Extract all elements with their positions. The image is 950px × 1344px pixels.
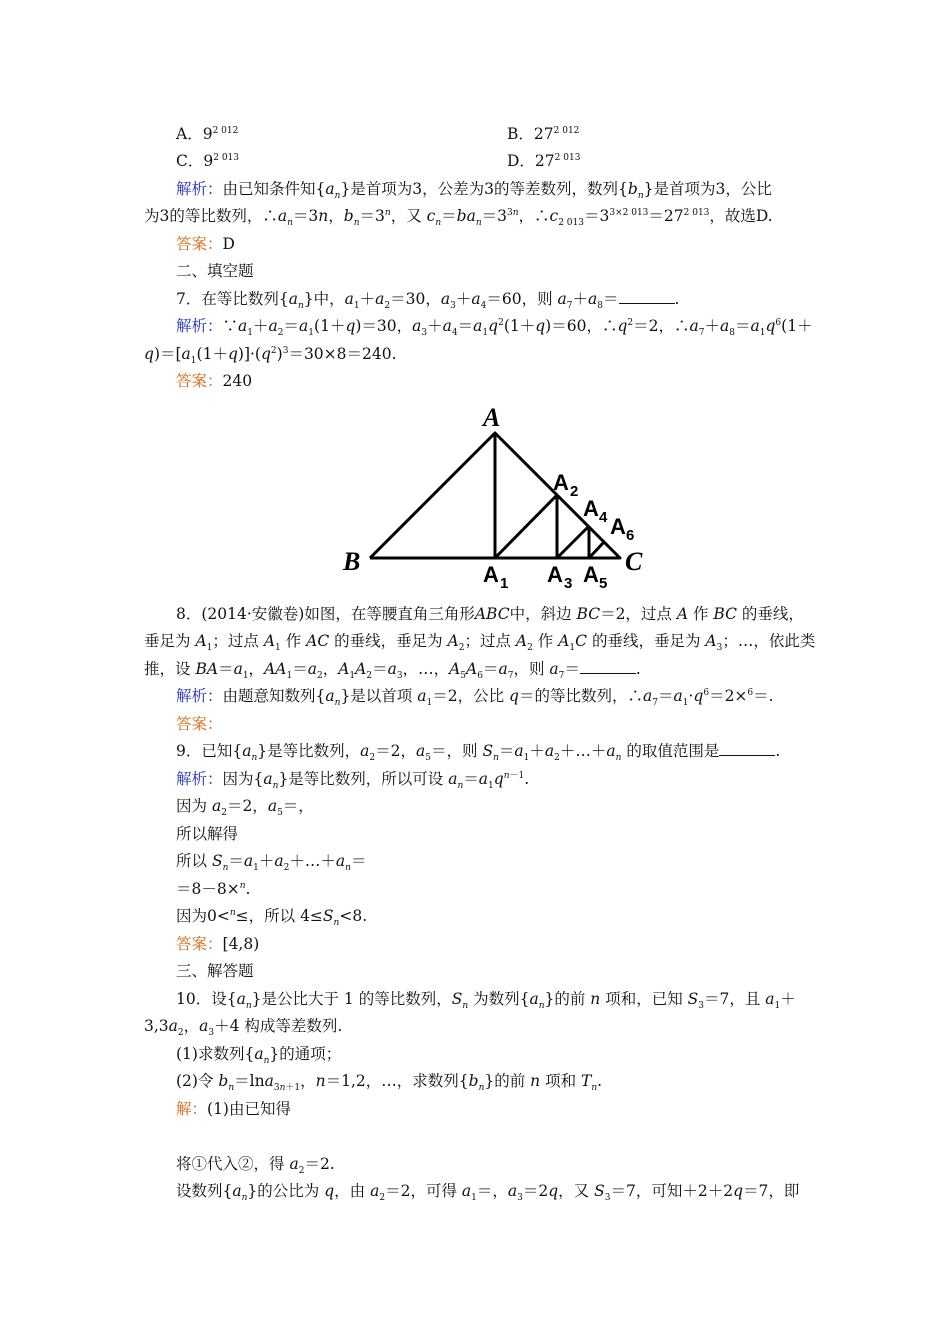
label-a: A (483, 403, 501, 432)
section-solutions: 三、解答题 (176, 962, 254, 980)
q9-step4: ＝8－8×$^n$. (176, 880, 251, 898)
label-a2-sub: 2 (570, 483, 579, 500)
label-a5: A (583, 562, 599, 587)
segment-a3-a4 (557, 526, 589, 558)
section-fill-in: 二、填空题 (176, 262, 254, 280)
q9-question: 9．已知$\{a_n\}$是等比数列，$a_2=2$，$a_5=$，则 $S_n=a_1+a_2+\dots+a_n$ 的取值范围是 . (176, 742, 781, 764)
q8-analysis: 解析：由题意知数列$\{a_n\}$是以首项 $a_1=2$，公比 q＝的等比数列，$\therefore a_7=a_1\cdot q^6=2\times^6=$. (176, 687, 774, 709)
q10-question-line2: $3,3a_2$，$a_3+4$ 构成等差数列. (144, 1017, 343, 1039)
q6-analysis-line2: 为3的等比数列，$\therefore a_n=3n$，$b_n=3^n$，又 $c_n=ba_n=3^{3n}$，$\therefore c_{2 013}=3^{3\times 2 013}=27^{2 013}$，故选D. (144, 207, 773, 229)
q9-step3: 所以 $S_n=a_1+a_2+\dots+a_n=$ (176, 852, 367, 874)
label-a2: A (553, 470, 569, 495)
segment-a5-a6 (589, 542, 604, 558)
label-a3: A (547, 562, 563, 587)
q7-analysis-line2: $q)=[a_1(1+q)]\cdot(q^2)^3=30\times 8=240$. (144, 345, 397, 367)
q10-part1: (1)求数列$\{a_n\}$的通项； (176, 1045, 342, 1067)
q10-solution-2: 将①代入②，得 $a_2=2$. (176, 1155, 335, 1177)
q7-analysis-line1: 解析：$\because a_1+a_2=a_1(1+q)=30$，$a_3+a_4=a_1q^2(1+q)=60$，$\therefore q^2=2$，$\therefore a_7+a_8=a_1q^6(1+$ (176, 317, 813, 339)
q6-analysis-line1: 解析：由已知条件知$\{a_n\}$是首项为3，公差为3的等差数列，数列$\{b_n\}$是首项为3，公比 (176, 180, 772, 202)
q9-analysis: 解析：因为$\{a_n\}$是等比数列，所以可设 $a_n=a_1q^{n-1}$. (176, 770, 530, 792)
q6-answer: 答案：D (176, 235, 235, 253)
option-d: D．$27^{2 013}$ (507, 152, 581, 170)
label-a1-sub: 1 (500, 575, 509, 588)
q8-question-line1: 8．(2014·安徽卷)如图，在等腰直角三角形ABC中，斜边 BC＝2，过点 A 作 BC 的垂线， (176, 605, 804, 623)
q7-answer: 答案：240 (176, 372, 253, 390)
option-c: C．$9^{2 013}$ (176, 152, 239, 170)
q10-question-line1: 10．设$\{a_n\}$是公比大于 1 的等比数列，$S_n$ 为数列$\{a_n\}$的前 n 项和，已知 $S_3=7$，且 $a_1+$ (176, 990, 796, 1012)
label-a4-sub: 4 (599, 509, 608, 526)
q10-solution-1: 解：(1)由已知得 (176, 1100, 291, 1118)
q10-part2: (2)令 $b_n=\ln a_{3n+1}$，n＝1,2，…，求数列$\{b_n\}$的前 n 项和 $T_n$. (176, 1072, 603, 1094)
triangle-figure (340, 398, 660, 588)
q9-step2: 所以解得 (176, 825, 239, 843)
label-a1: A (483, 562, 499, 587)
q7-question: 7．在等比数列$\{a_n\}$中，$a_1+a_2=30$，$a_3+a_4=60$，则 $a_7+a_8=$ . (176, 290, 680, 312)
label-a5-sub: 5 (599, 575, 608, 588)
label-a4: A (583, 496, 599, 521)
segment-a1-a2 (495, 495, 557, 558)
option-a: A．$9^{2 012}$ (176, 125, 239, 143)
label-a6: A (610, 514, 626, 539)
label-a3-sub: 3 (564, 575, 573, 588)
option-b: B．$27^{2 012}$ (507, 125, 580, 143)
q8-question-line2: 垂足为 $A_1$；过点 $A_1$ 作 AC 的垂线，垂足为 $A_2$；过点 $A_2$ 作 $A_1C$ 的垂线，垂足为 $A_3$；…，依此类 (144, 632, 816, 654)
label-a6-sub: 6 (626, 527, 635, 544)
label-b: B (343, 547, 361, 576)
q9-answer: 答案：[4,8) (176, 935, 260, 953)
q10-solution-3: 设数列$\{a_n\}$的公比为 q，由 $a_2=2$，可得 $a_1=$，$a_3=2q$，又 $S_3=7$，可知＋2＋2q＝7，即 (176, 1182, 800, 1204)
label-c: C (625, 547, 643, 576)
q9-step1: 因为 $a_2=2$，$a_5=$， (176, 797, 314, 819)
q8-question-line3: 推，设 $BA=a_1$，$AA_1=a_2$，$A_1A_2=a_3$，…，$A_5A_6=a_7$，则 $a_7=$ . (144, 660, 641, 682)
q9-step5: 因为0<$^n$≤，所以 $4\le S_n<8$. (176, 907, 368, 929)
q8-answer: 答案： (176, 715, 223, 733)
